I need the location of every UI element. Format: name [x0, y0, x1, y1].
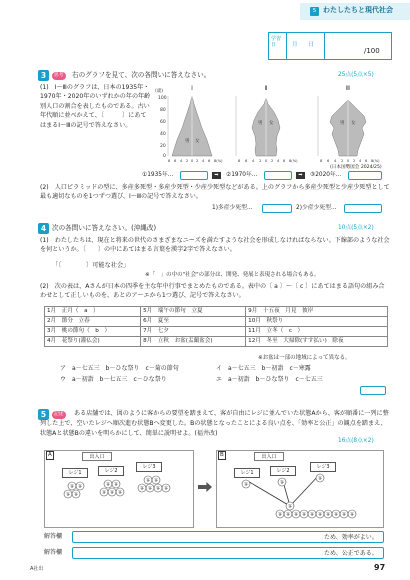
svg-text:8: 8	[238, 159, 241, 163]
arrow-right-icon: ➡	[296, 172, 305, 179]
customer	[284, 510, 292, 518]
table-row: 1月 正月（ a ） 5月 端午の節句 立夏 9月 十五夜 月見 彼岸	[45, 307, 388, 317]
choice-e[interactable]: エ a－初詣 b－ひな祭り c－七五三	[216, 376, 323, 383]
customer	[152, 476, 160, 484]
svg-text:客: 客	[164, 485, 168, 491]
table-note: ※お盆は一部の地域によって異なる。	[258, 355, 351, 361]
svg-text:2: 2	[186, 159, 189, 163]
question-5-number: 5	[38, 409, 49, 420]
age-tick: 20	[160, 144, 166, 149]
answer-2020-box[interactable]	[348, 171, 382, 180]
svg-text:客: 客	[278, 511, 282, 517]
svg-text:客: 客	[302, 511, 306, 517]
customer	[300, 510, 308, 518]
female-label: 女	[269, 121, 274, 126]
svg-text:8: 8	[168, 159, 171, 163]
customer	[100, 488, 108, 496]
svg-text:6: 6	[208, 159, 211, 163]
svg-text:客: 客	[78, 483, 82, 489]
customer	[286, 502, 294, 510]
answer-type1-box[interactable]	[262, 204, 292, 213]
svg-text:6: 6	[283, 159, 286, 163]
svg-text:0: 0	[191, 159, 194, 163]
sustainable-answer[interactable]: 「〔 〕可能な社会」	[52, 262, 130, 269]
svg-text:客: 客	[326, 511, 330, 517]
register-2: レジ2	[98, 466, 124, 476]
svg-text:4: 4	[277, 159, 280, 163]
svg-text:客: 客	[244, 481, 248, 487]
svg-text:4: 4	[202, 159, 205, 163]
female-label: 女	[351, 121, 356, 126]
customer	[278, 478, 286, 486]
svg-text:客: 客	[66, 491, 70, 497]
question-4-number: 4	[38, 223, 49, 234]
svg-text:客: 客	[148, 485, 152, 491]
question-4-part2-text: (2) 次の表は、Aさんが日本の四季を主な年中行事でまとめたものである。表中の〔 a 〕～〔 c 〕にあてはまる語句の組み合わせとして正しいものを、あとのア～エから1つ選び、記号で答えなさい。	[40, 283, 385, 300]
female-label: 女	[195, 139, 200, 144]
question-3-points: 25点(5点×5)	[338, 72, 374, 78]
svg-text:客: 客	[114, 481, 118, 487]
state-a-label: A	[46, 451, 54, 460]
question-3-prompt: 右のグラフを見て、次の各問いに答えなさい。	[72, 71, 211, 79]
age-tick: 100	[158, 96, 167, 101]
svg-text:客: 客	[342, 511, 346, 517]
register-3: レジ3	[136, 462, 162, 472]
svg-text:客: 客	[102, 489, 106, 495]
written-badge: 記述	[54, 412, 64, 417]
chart-title-3: Ⅲ	[345, 85, 351, 92]
score-max: /100	[364, 47, 380, 55]
svg-text:客: 客	[154, 477, 158, 483]
age-tick: 80	[160, 108, 166, 113]
customer	[116, 488, 124, 496]
question-4-prompt: 次の各問いに答えなさい。(沖縄改)	[52, 224, 157, 232]
customer	[68, 482, 76, 490]
svg-text:2: 2	[259, 159, 262, 163]
register-1: レジ1	[62, 468, 88, 478]
customer	[108, 488, 116, 496]
svg-text:客: 客	[118, 489, 122, 495]
svg-text:客: 客	[74, 491, 78, 497]
customer	[332, 510, 340, 518]
choice-a[interactable]: ア a－七五三 b－ひな祭り c－菊の節句	[60, 365, 179, 372]
question-5-points: 16点(8点×2)	[338, 438, 374, 444]
answer-2020-label: ③2020年…	[310, 172, 342, 178]
customer	[324, 510, 332, 518]
svg-text:客: 客	[350, 511, 354, 517]
svg-text:客: 客	[140, 485, 144, 491]
svg-text:2: 2	[271, 159, 274, 163]
study-date-field[interactable]: 月 日	[292, 42, 315, 48]
pyramid-chart-2	[236, 85, 298, 163]
calendar-table	[44, 306, 388, 347]
svg-text:2: 2	[353, 159, 356, 163]
answer-q4-2-box[interactable]	[360, 386, 386, 395]
population-pyramid-charts	[152, 82, 392, 164]
customers-b	[216, 450, 384, 528]
chart-source: (日本国勢図会 2024/25)	[330, 165, 382, 170]
svg-text:6: 6	[365, 159, 368, 163]
x-axis-ticks-3	[320, 159, 380, 163]
answer-label-2: 解答欄	[44, 549, 63, 556]
table-row: 2月 節分 立春 6月 夏至 10月 秋祭り	[45, 317, 388, 327]
answer-1935-label: ①1935年…	[142, 172, 174, 178]
svg-text:6: 6	[245, 159, 248, 163]
svg-text:4: 4	[359, 159, 362, 163]
customer	[154, 484, 162, 492]
customer	[340, 510, 348, 518]
table-row: 3月 桃の節句（ b ） 7月 七夕 11月 立冬（ c ）	[45, 327, 388, 337]
svg-text:2: 2	[196, 159, 199, 163]
customer	[138, 484, 146, 492]
state-b-label: B	[218, 451, 226, 460]
customer	[348, 510, 356, 518]
customer	[242, 480, 250, 488]
svg-text:6: 6	[327, 159, 330, 163]
question-5-prompt: ある店舗では、図のように客からの要望を踏まえて、客が自由にレジに並んでいた状態Aから、客が順番に一列に整列した上で、空いたレジへ順次進む状態Bへ変更した。Bの状態となったことによる良い点を、「効率と公正」の観点を踏まえ、状態Aと状態Bの違いを明らかにして、簡単に説明せよ。(福井改)	[40, 410, 389, 437]
customer	[72, 490, 80, 498]
pyramid-chart-3	[318, 85, 380, 163]
question-4-part1-text: (1) わたしたちは、現在と将来の世代のさまざまなニーズを満たすような社会を形成しなければならない。下線部のような社会を何というか。〔 〕の中にあてはまる言葉を漢字2字で答えなさい。	[40, 237, 390, 254]
question-3-part1-text: (1) Ⅰ～Ⅲのグラフは、日本の1935年・1970年・2020年のいずれかの年の年齢別人口の割合を表したものである。古い年代順に並べかえて、〔 〕にあてはまるⅠ～Ⅲの記号で答えなさい。	[40, 84, 151, 129]
svg-text:4: 4	[252, 159, 255, 163]
customer	[316, 474, 324, 482]
customer	[64, 490, 72, 498]
male-label: 男	[185, 139, 190, 144]
age-axis-unit: (歳)	[155, 89, 164, 94]
svg-text:客: 客	[310, 511, 314, 517]
choice-i[interactable]: イ a－七五三 b－初詣 c－寒露	[216, 365, 311, 372]
age-tick: 40	[160, 132, 166, 137]
svg-text:客: 客	[294, 511, 298, 517]
table-row: 4月 花祭り(灌仏会) 8月 立秋 お盆(盂蘭盆会) 12月 冬至 大掃除(すす払い) 除夜	[45, 337, 388, 347]
page-number: 97	[374, 563, 386, 572]
register-3: レジ3	[310, 462, 336, 472]
choice-u[interactable]: ウ a－初詣 b－七五三 c－ひな祭り	[60, 376, 167, 383]
footer-publisher: A社出	[30, 566, 44, 572]
answer-type2-label: 2)少産少死型…	[296, 205, 337, 211]
answer-tail-2: ため、公正である。	[324, 550, 378, 557]
customer	[308, 510, 316, 518]
customer	[162, 484, 170, 492]
age-tick: 60	[160, 120, 166, 125]
svg-text:客: 客	[286, 511, 290, 517]
svg-text:0: 0	[265, 159, 268, 163]
svg-text:6: 6	[174, 159, 177, 163]
thinking-badge: 思考	[54, 73, 64, 78]
age-tick: 0	[163, 154, 166, 159]
answer-type2-box[interactable]	[344, 204, 382, 213]
svg-text:客: 客	[318, 511, 322, 517]
customers-a	[44, 450, 194, 528]
svg-text:客: 客	[110, 489, 114, 495]
svg-text:4: 4	[334, 159, 337, 163]
question-4-note: ※「 」の中の"社会"の部分は、開発、発展と表現される場合もある。	[145, 272, 320, 278]
x-axis-ticks-1	[168, 159, 223, 163]
male-label: 男	[258, 121, 263, 126]
pyramid-chart-1	[155, 85, 223, 163]
svg-text:客: 客	[156, 485, 160, 491]
answer-label-1: 解答欄	[44, 533, 63, 540]
arrow-right-icon	[198, 482, 212, 492]
answer-1970-label: ②1970年…	[226, 172, 258, 178]
question-3-number: 3	[38, 70, 49, 81]
register-1: レジ1	[234, 468, 260, 478]
svg-text:客: 客	[146, 477, 150, 483]
question-3-part2-text: (2) 人口ピラミッドの型に、多産多死型・多産少死型・少産少死型などがある。上のグラフから多産少死型と少産少死型として最も適切なものを1つずつ選び、Ⅰ～Ⅲの記号で答えなさい。	[40, 184, 390, 201]
exit-label: 出入口	[82, 452, 112, 461]
svg-text:0: 0	[347, 159, 350, 163]
unit-number-badge: 5	[310, 7, 319, 16]
answer-tail-1: ため、効率がよい。	[324, 534, 378, 541]
answer-1935-box[interactable]	[180, 171, 208, 180]
answer-type1-label: 1)多産少死型…	[212, 205, 253, 211]
svg-text:8(%): 8(%)	[371, 159, 380, 163]
svg-text:2: 2	[341, 159, 344, 163]
question-4-points: 10点(5点×2)	[338, 225, 374, 231]
study-date-label: 学習日	[269, 33, 287, 59]
male-label: 男	[340, 121, 345, 126]
customer	[112, 480, 120, 488]
svg-text:8(%): 8(%)	[214, 159, 223, 163]
svg-text:8: 8	[320, 159, 323, 163]
customer	[146, 484, 154, 492]
customer	[276, 510, 284, 518]
score-divider	[324, 32, 325, 60]
customer	[316, 510, 324, 518]
svg-text:客: 客	[318, 475, 322, 481]
register-2: レジ2	[270, 466, 296, 476]
answer-1970-box[interactable]	[264, 171, 292, 180]
customer	[76, 482, 84, 490]
svg-text:客: 客	[334, 511, 338, 517]
customer	[104, 480, 112, 488]
svg-text:客: 客	[280, 479, 284, 485]
x-axis-ticks-2	[238, 159, 298, 163]
arrow-right-icon: ➡	[212, 172, 221, 179]
customer	[292, 510, 300, 518]
unit-title: わたしたちと現代社会	[323, 6, 393, 14]
svg-text:客: 客	[288, 503, 292, 509]
chart-title-2: Ⅱ	[264, 85, 268, 92]
chart-title-1: Ⅰ	[191, 85, 193, 92]
svg-text:4: 4	[180, 159, 183, 163]
exit-label: 出入口	[254, 452, 284, 461]
svg-text:8(%): 8(%)	[289, 159, 298, 163]
customer	[144, 476, 152, 484]
svg-text:客: 客	[70, 483, 74, 489]
svg-text:客: 客	[106, 481, 110, 487]
